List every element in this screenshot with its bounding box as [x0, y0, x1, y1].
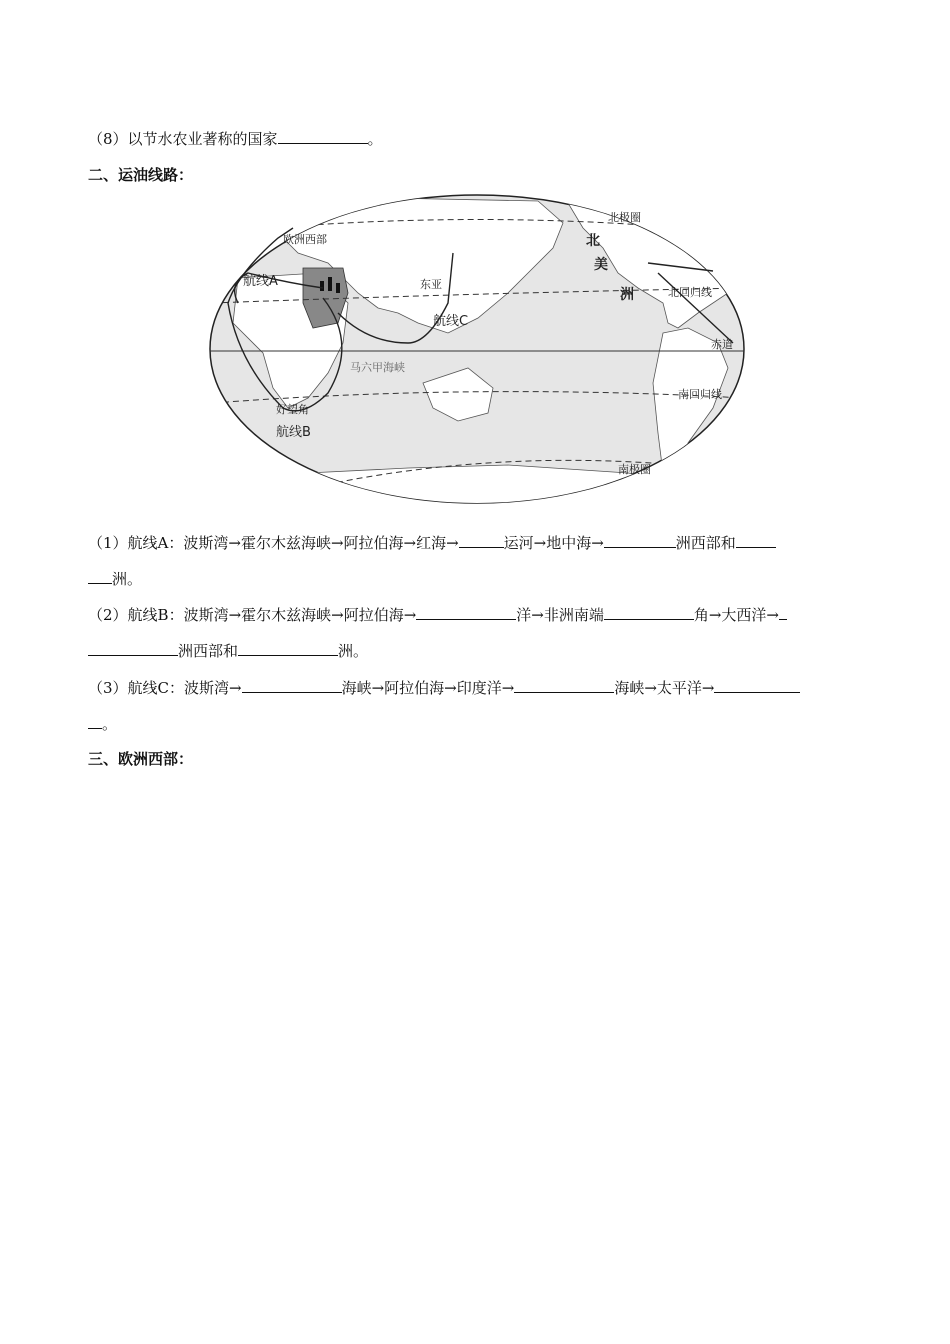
route-a-blank-1[interactable]: [459, 532, 504, 548]
route-a-text-3: 洲西部和: [675, 534, 736, 552]
label-north: 北: [586, 233, 600, 249]
label-tropic-cancer: 北回归线: [668, 286, 712, 299]
label-continent: 洲: [620, 287, 634, 303]
oil-derrick-icon: [336, 283, 340, 293]
route-a-blank-3-cont[interactable]: [88, 568, 112, 584]
route-a-blank-2[interactable]: [604, 532, 676, 548]
route-a-text-4: 洲。: [112, 570, 143, 588]
route-c-text-2: 海峡→阿拉伯海→印度洋→: [341, 679, 515, 697]
q8-text: （8）以节水农业著称的国家: [88, 130, 278, 148]
section-2-heading: 二、运油线路：: [88, 166, 194, 184]
route-b-text-4: 洲西部和: [178, 642, 239, 660]
q8-end: 。: [367, 130, 383, 148]
antarctica-land: [208, 465, 746, 505]
route-c-text-3: 海峡→太平洋→: [614, 679, 715, 697]
label-route-a: 航线A: [243, 274, 278, 289]
route-c-blank-1[interactable]: [242, 677, 342, 693]
route-a-question-cont: [88, 568, 142, 589]
label-europe-west: 欧洲西部: [283, 233, 327, 246]
route-a-blank-3[interactable]: [736, 532, 776, 548]
route-b-text-3: 角→大西洋→: [693, 606, 779, 624]
label-equator: 赤道: [711, 338, 733, 351]
route-b-question-cont: [88, 640, 368, 661]
route-c-text-4: 。: [102, 715, 118, 733]
route-b-text-5: 洲。: [338, 642, 369, 660]
label-route-c: 航线C: [433, 314, 469, 329]
route-b-blank-4[interactable]: [238, 640, 338, 656]
route-c-question-cont: [88, 713, 117, 734]
route-c-blank-2[interactable]: [514, 677, 614, 693]
route-b-blank-3[interactable]: [779, 604, 787, 620]
route-c-blank-3-cont[interactable]: [88, 713, 102, 729]
label-arctic-circle: 北极圈: [608, 211, 641, 224]
oil-derrick-icon: [328, 277, 332, 291]
route-b-text-1: （2）航线B：波斯湾→霍尔木兹海峡→阿拉伯海→: [88, 606, 417, 624]
route-a-text-1: （1）航线A：波斯湾→霍尔木兹海峡→阿拉伯海→红海→: [88, 534, 459, 552]
label-route-b: 航线B: [276, 425, 311, 440]
oil-route-world-map: [208, 193, 746, 505]
route-b-question: [88, 604, 787, 625]
question-8: [88, 128, 383, 149]
route-a-text-2: 运河→地中海→: [503, 534, 604, 552]
label-malacca: 马六甲海峡: [350, 361, 405, 374]
route-b-blank-1[interactable]: [416, 604, 516, 620]
label-america: 美: [594, 257, 608, 273]
q8-blank[interactable]: [278, 128, 368, 144]
label-tropic-capricorn: 南回归线: [678, 388, 722, 401]
route-b-blank-2[interactable]: [604, 604, 694, 620]
route-c-text-1: （3）航线C：波斯湾→: [88, 679, 242, 697]
route-b-text-2: 洋→非洲南端: [516, 606, 604, 624]
route-b-blank-3-cont[interactable]: [88, 640, 178, 656]
label-antarctic-circle: 南极圈: [618, 463, 651, 476]
oil-derrick-icon: [320, 281, 324, 291]
route-c-blank-3[interactable]: [714, 677, 800, 693]
route-c-question: [88, 677, 800, 698]
route-a-question: [88, 532, 776, 553]
label-good-hope: 好望角: [276, 403, 309, 416]
label-east-asia: 东亚: [420, 278, 442, 291]
section-3-heading: 三、欧洲西部：: [88, 750, 194, 768]
